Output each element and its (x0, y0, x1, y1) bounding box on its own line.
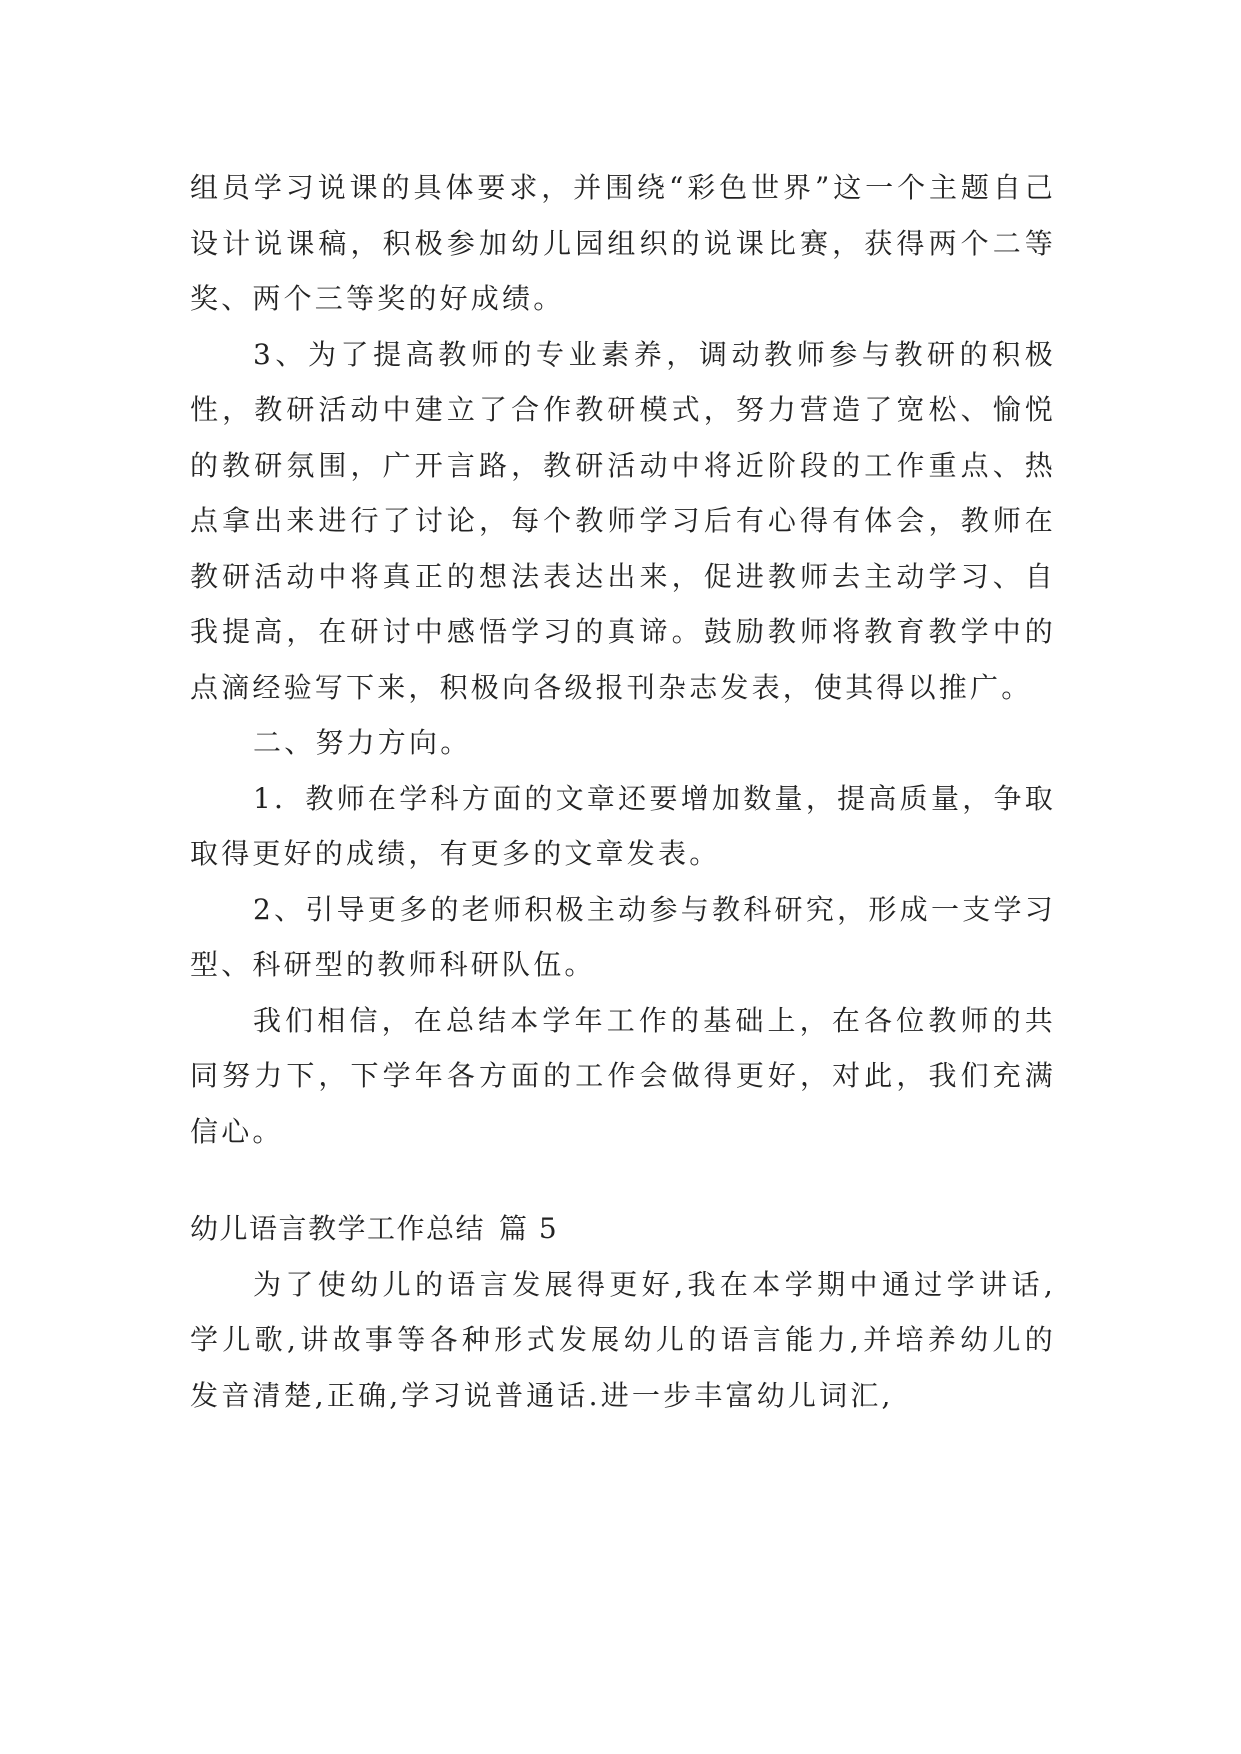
paragraph-continued: 组员学习说课的具体要求，并围绕“彩色世界”这一个主题自己设计说课稿，积极参加幼儿园组织的说课比赛，获得两个二等奖、两个三等奖的好成绩。 (190, 171, 1056, 315)
paragraph-conclusion: 我们相信，在总结本学年工作的基础上，在各位教师的共同努力下，下学年各方面的工作会做得更好，对此，我们充满信心。 (190, 1003, 1056, 1148)
section-heading-number: 篇 5 (499, 1212, 559, 1245)
document-page (190, 160, 1056, 1423)
section-heading (190, 1201, 1056, 1257)
paragraph-direction-2: 2、引导更多的老师积极主动参与教科研究，形成一支学习型、科研型的教师科研队伍。 (190, 892, 1056, 981)
section-subheading-direction: 二、努力方向。 (253, 726, 472, 759)
section-gap (190, 1159, 1056, 1201)
section-heading-title: 幼儿语言教学工作总结 (190, 1212, 486, 1245)
paragraph-section5-intro: 为了使幼儿的语言发展得更好,我在本学期中通过学讲话,学儿歌,讲故事等各种形式发展幼儿的语言能力,并培养幼儿的发音清楚,正确,学习说普通话.进一步丰富幼儿词汇, (190, 1267, 1056, 1412)
paragraph-item-3: 3、为了提高教师的专业素养，调动教师参与教研的积极性，教研活动中建立了合作教研模式，努力营造了宽松、愉悦的教研氛围，广开言路，教研活动中将近阶段的工作重点、热点拿出来进行了讨论，每个教师学习后有心得有体会，教师在教研活动中将真正的想法表达出来，促进教师去主动学习、自我提高，在研讨中感悟学习的真谛。鼓励教师将教育教学中的点滴经验写下来，积极向各级报刊杂志发表，使其得以推广。 (190, 337, 1056, 704)
paragraph-direction-1: 1．教师在学科方面的文章还要增加数量，提高质量，争取取得更好的成绩，有更多的文章发表。 (190, 781, 1056, 870)
